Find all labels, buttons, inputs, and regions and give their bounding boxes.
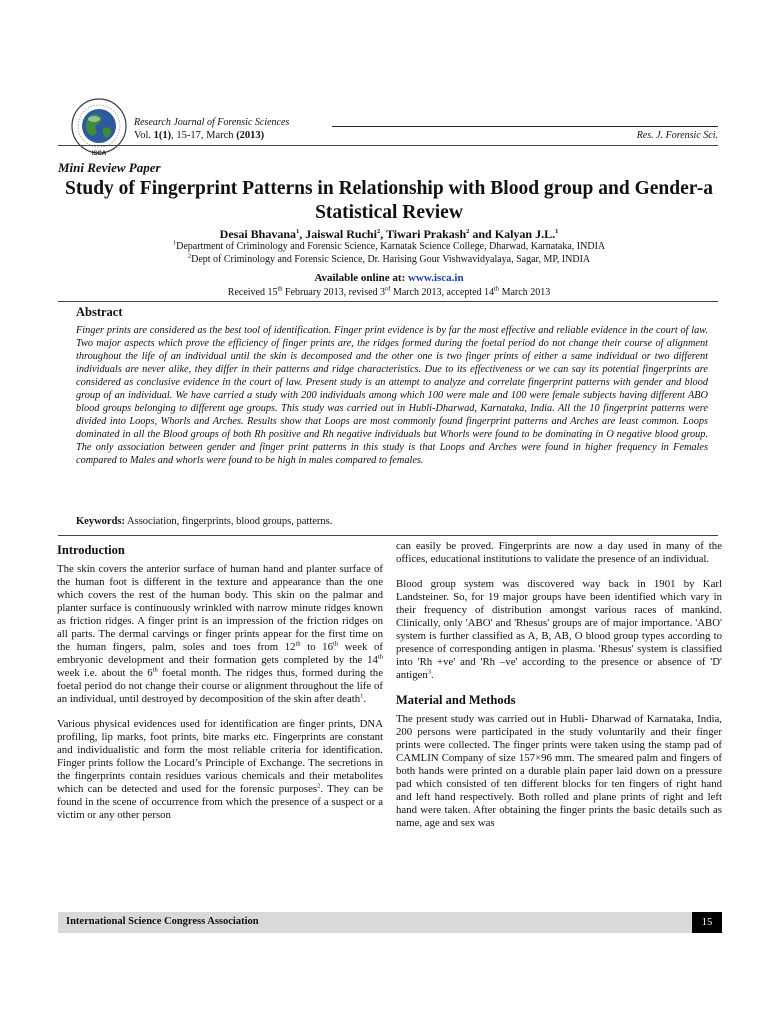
- ordinal-suffix: th: [277, 285, 283, 293]
- text-run: to 16: [300, 641, 333, 653]
- accepted-date: March 2013, accepted 14: [390, 287, 495, 298]
- author-affil-mark: 1: [555, 228, 559, 235]
- page-number: 15: [692, 912, 722, 933]
- ordinal-suffix: rd: [385, 285, 391, 293]
- author-affil-mark: 2: [466, 228, 470, 235]
- available-label: Available online at:: [314, 272, 408, 284]
- blood-group-paragraph: [396, 578, 722, 682]
- footer-organization: International Science Congress Association: [66, 916, 259, 927]
- abstract-text: Finger prints are considered as the best tool of identification. Finger print evidence is by far the most effective and reliable evidence in the court of law. Two major aspects which prove the efficiency of finger prints are, the ridges formed during the foetal period do not change their course of alignment throughout the life of an individual until the skin is decomposed and the other one is two finger prints of either a same individual or two different individuals are never alike, they differ in their patterns and ridge characteristics. Due to its effectiveness or we can say its potential fingerprints are considered as conclusive evidence in the court of law. Present study is an attempt to analyze and correlate fingerprint patterns with gender and blood group of an individual. We have carried a study with 200 individuals among which 100 were male and 100 were female subjects having different ABO blood groups belonging to different age groups. This study was carried out in Hubli-Dharwad, Karnataka, India. All the 10 fingerprint patterns were divided into Loops, Whorls and Arches. Results show that Loops are most commonly found fingerprint patterns and Arches are least common. Loops dominated in all the Blood groups of both Rh positive and Rh negative individuals but Whorls were found to be dominating in O negative blood group. The only association between gender and finger print patterns in this study is that Loops and Arches were found in higher frequency in Females compared to Males and whorls were found to be high in males compared to females.: [76, 325, 708, 466]
- affiliation-mark: 2: [187, 252, 192, 260]
- text-run: week i.e. about the 6: [57, 667, 153, 679]
- paper-title: Study of Fingerprint Patterns in Relationship with Blood group and Gender-a Statistical Review: [65, 178, 713, 223]
- author-name: Tiwari Prakash: [386, 227, 467, 241]
- citation-ref: 1: [360, 692, 364, 700]
- publication-dates: [58, 287, 720, 298]
- paper-type: Mini Review Paper: [58, 160, 161, 175]
- text-run: .: [431, 669, 434, 681]
- journal-logo: [66, 98, 132, 160]
- right-column: [396, 540, 722, 842]
- methods-paragraph: The present study was carried out in Hubli- Dharwad of Karnataka, India, 200 persons were participated in the study voluntarily and their finger prints were collected. The finger prints were taken using the stamp pad of CAMLIN Company of size 157×96 mm. The smeared palm and fingers of both hands were printed on a durable plain paper laid down on a pressure pad which consisted of ten different blocks for ten fingers of right hand and left hand respectively. Both rolled and plane prints of right and left hand were taken. After obtaining the finger prints the basic details such as name, age and sex was: [396, 713, 722, 829]
- logo-caption: ISCA: [91, 151, 107, 157]
- introduction-paragraph-1: [57, 563, 383, 706]
- affiliation-text: Dept of Criminology and Forensic Science, Dr. Harising Gour Vishwavidyalaya, Sagar, MP, INDIA: [191, 254, 591, 265]
- journal-name: Research Journal of Forensic Sciences: [134, 117, 290, 128]
- journal-website-link[interactable]: www.isca.in: [407, 272, 464, 284]
- citation-ref: 2: [317, 782, 321, 790]
- keywords-line: [76, 516, 708, 527]
- affiliation-text: Department of Criminology and Forensic Science, Karnatak Science College, Dharwad, Karnataka, INDIA: [176, 241, 606, 252]
- text-run: . They can be found in the scene of occurrence from which the presence of a suspect or a victim or any other person: [57, 783, 383, 821]
- introduction-paragraph-continued: can easily be proved. Fingerprints are now a day used in many of the offices, educational institutions to validate the presence of an individual.: [396, 540, 722, 565]
- availability-line: [58, 272, 720, 284]
- affiliation-1: [58, 241, 720, 252]
- text-run: foetal month. The ridges thus, formed during the foetal period do not change their course or alignment throughout the life of an individual, until destroyed by decomposition of the skin after death: [57, 667, 383, 705]
- author-separator: ,: [299, 227, 306, 241]
- author-affil-mark: 2: [376, 228, 381, 235]
- text-run: Various physical evidences used for identification are finger prints, DNA profiling, lip marks, foot prints, bite marks etc. Fingerprints are constant and individualistic and form the most reliable criteria for identification. Finger prints follow the Locard’s Principle of Exchange. The secretions in the fingerprints contain residues various chemicals and their metabolites which can be detected and used for the forensic purposes: [57, 718, 383, 795]
- volume-year: (2013): [236, 130, 265, 141]
- abstract-bottom-rule: [58, 535, 718, 536]
- date-tail: March 2013: [499, 287, 551, 298]
- author-name: Kalyan J.L.: [494, 227, 556, 241]
- affiliation-2: [58, 254, 720, 265]
- author-list: [58, 227, 720, 242]
- text-run: Blood group system was discovered way back in 1901 by Karl Landsteiner. So, for 19 major groups have been identified which vary in their frequency of distribution amongst various races of mankind. Clinically, only 'ABO' and 'Rhesus' groups are of major importance. 'ABO' system is further classified as A, B, AB, O blood group types according to presence of corresponding antigen in plasma. 'Rhesus' system is classified into 'Rh +ve' and 'Rh –ve' according to the presence or absence of 'D' antigen: [396, 578, 722, 681]
- text-run: week of embryonic development and their formation gets completed by the 14: [57, 641, 383, 666]
- introduction-heading: Introduction: [57, 543, 125, 557]
- introduction-paragraph-2: [57, 718, 383, 822]
- abstract-heading: Abstract: [76, 305, 123, 319]
- left-column: [57, 540, 383, 834]
- author-affil-mark: 1: [296, 228, 300, 235]
- revised-date: February 2013, revised 3: [282, 287, 386, 298]
- ordinal-suffix: th: [494, 285, 500, 293]
- text-run: The skin covers the anterior surface of human hand and planter surface of the human foot is different in the texture and appearance than the one which covers the rest of the human body. This skin on the palmar and planter surface is continuously wrinkled with narrow minute ridges known as friction ridges. A finger print is an impression of the friction ridges on all parts. The dermal carvings or finger prints appear for the first time on the human fingers, palm, soles and toes from 12: [57, 563, 383, 653]
- keywords-label: Keywords:: [76, 516, 125, 527]
- header-underline: [332, 126, 718, 127]
- ordinal-suffix: th: [377, 653, 383, 661]
- author-separator: ,: [380, 227, 386, 241]
- pages-date: , 15-17, March: [171, 130, 237, 141]
- abstract-top-rule: [58, 301, 718, 302]
- header-divider: [58, 145, 718, 146]
- author-name: Jaiswal Ruchi: [305, 227, 377, 241]
- journal-name-line: [134, 117, 718, 128]
- volume-prefix: Vol.: [134, 130, 154, 141]
- author-separator: and: [469, 227, 495, 241]
- methods-heading: Material and Methods: [396, 693, 516, 707]
- ordinal-suffix: th: [295, 640, 301, 648]
- citation-ref: 3: [427, 668, 432, 676]
- received-date: Received 15: [227, 287, 278, 298]
- volume-number: 1(1): [153, 130, 172, 141]
- footer-bar: [58, 912, 722, 933]
- keywords-list: Association, fingerprints, blood groups, patterns.: [125, 516, 333, 527]
- text-run: .: [363, 693, 367, 705]
- journal-abbreviation: Res. J. Forensic Sci.: [636, 130, 718, 141]
- author-name: Desai Bhavana: [219, 227, 297, 241]
- volume-line: [134, 130, 718, 141]
- ordinal-suffix: th: [152, 666, 158, 674]
- affiliation-mark: 1: [172, 239, 177, 247]
- ordinal-suffix: th: [332, 640, 339, 648]
